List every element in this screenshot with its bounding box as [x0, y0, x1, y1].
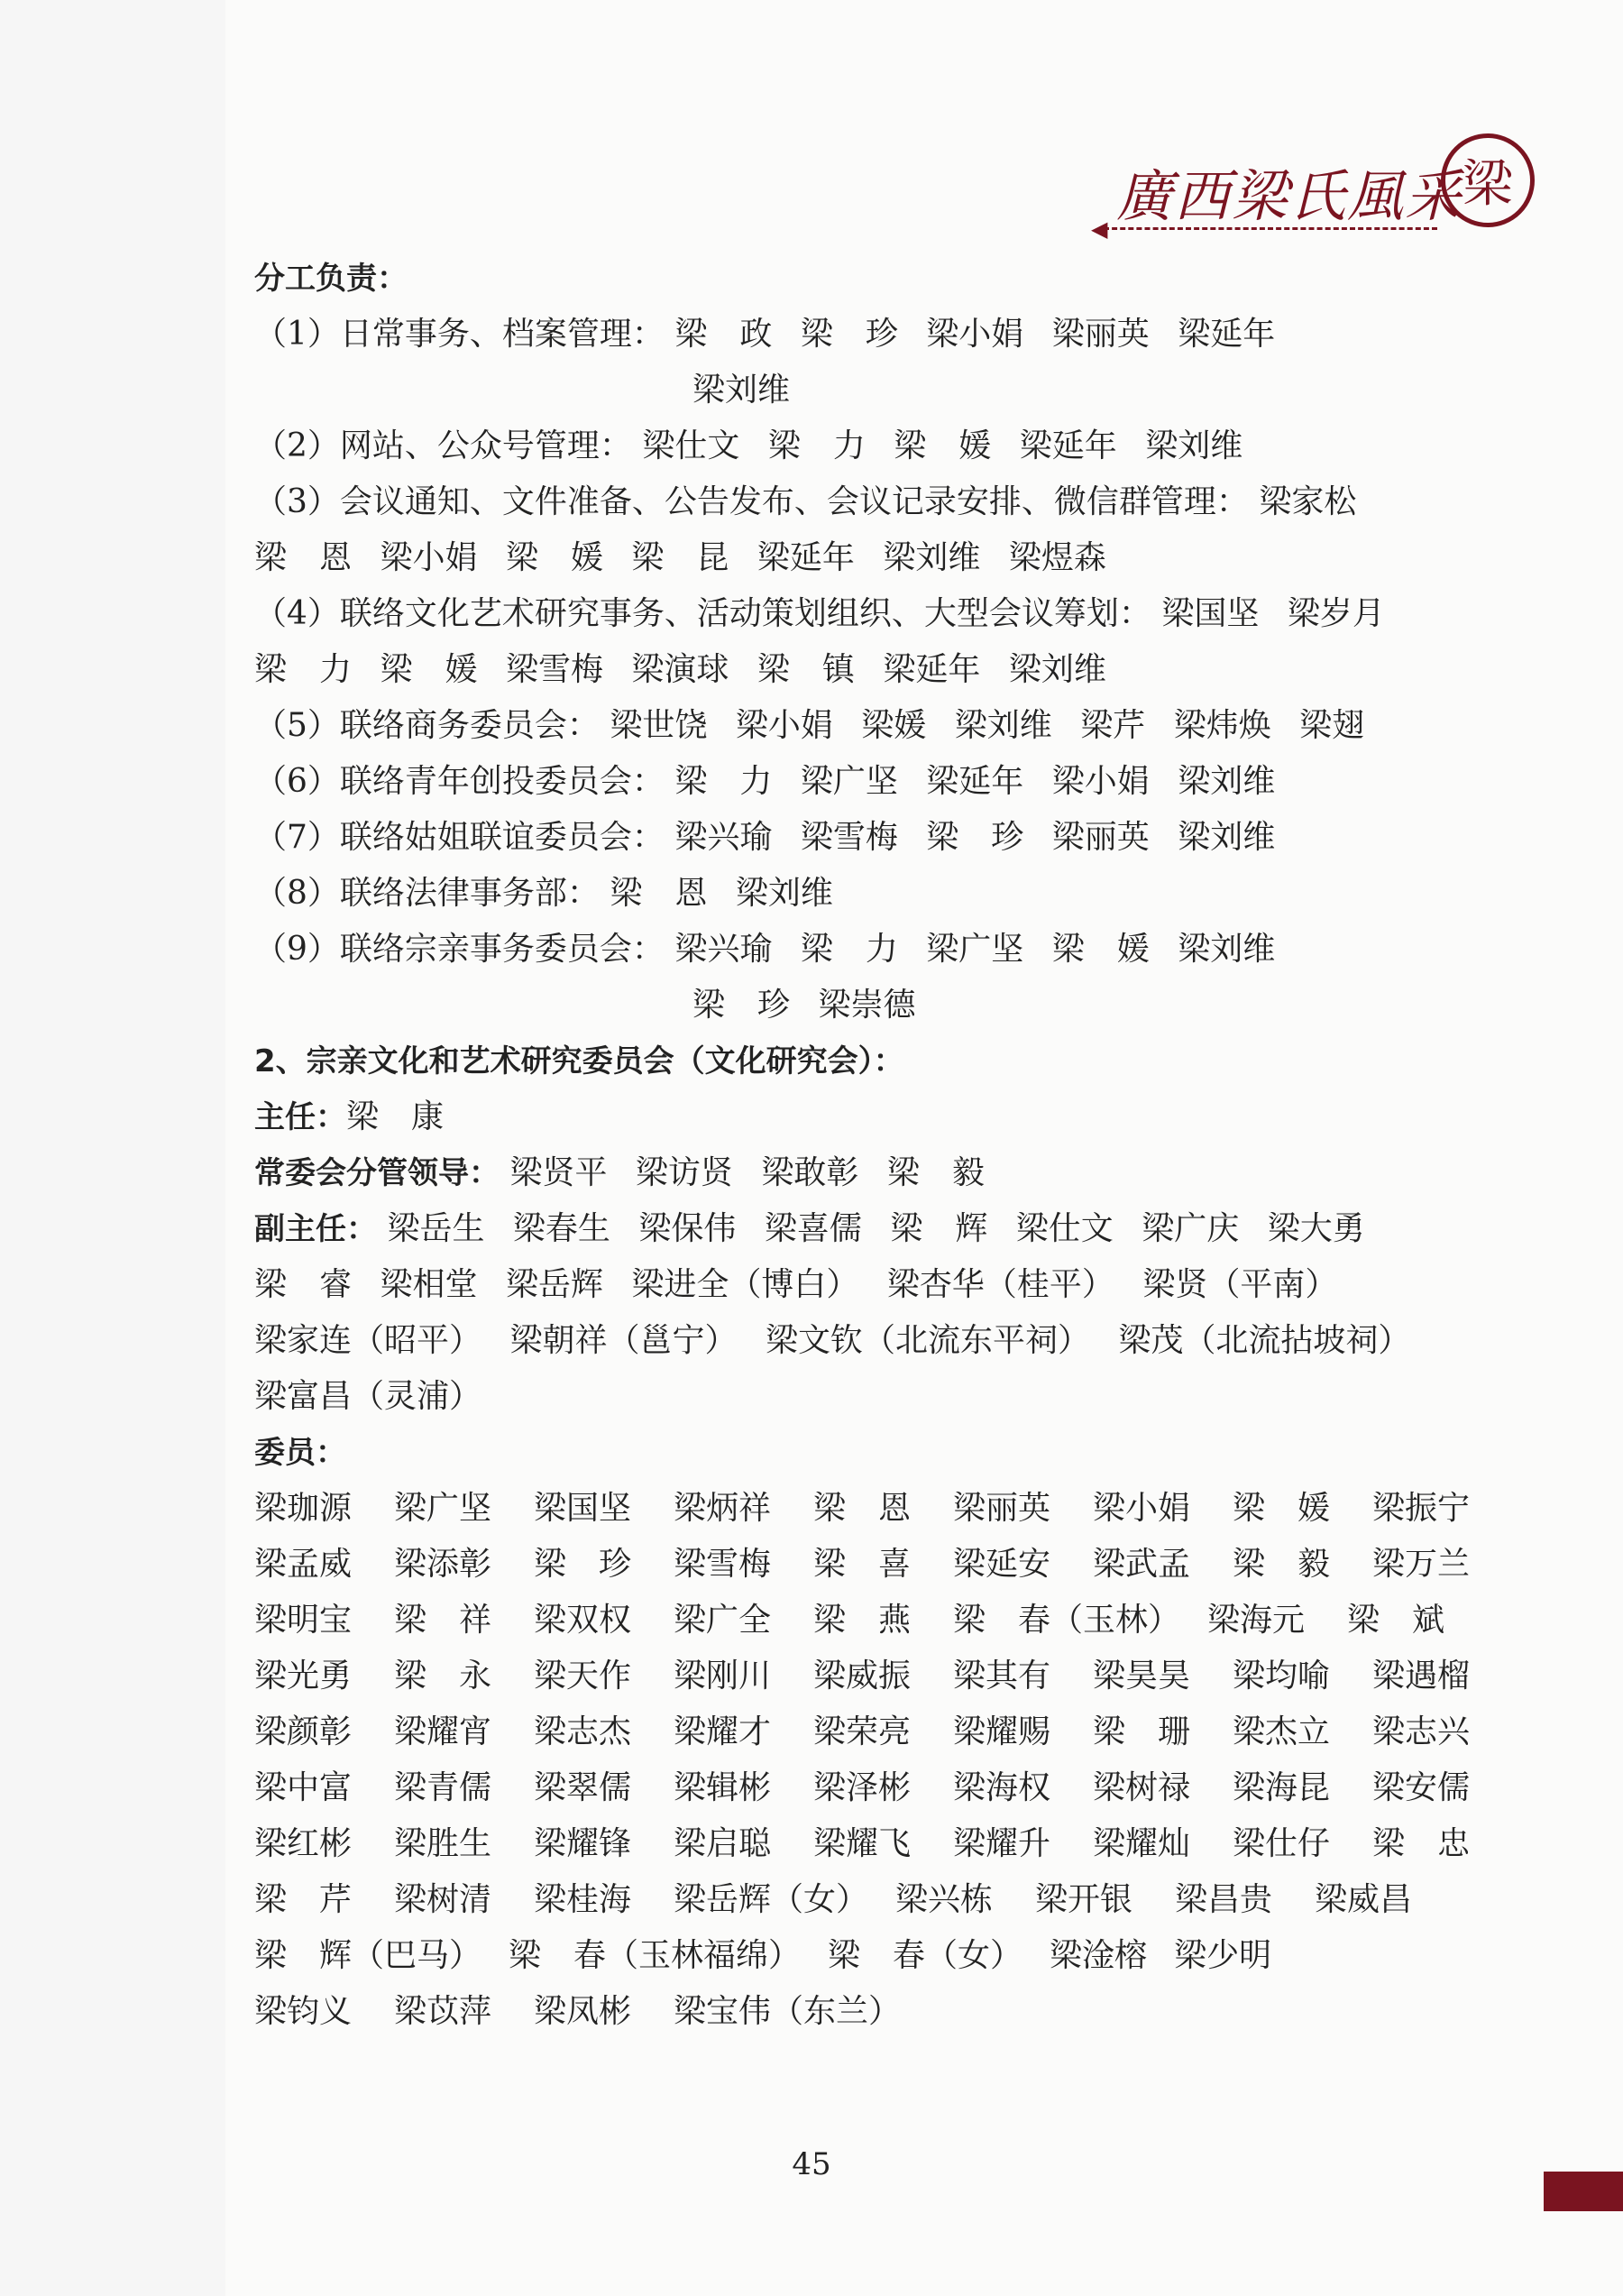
name: 梁刘维: [1008, 651, 1106, 688]
name: 梁 辉（巴马）: [254, 1937, 482, 1974]
name: 梁少明: [1174, 1937, 1272, 1974]
arrow-left-icon: ◀: [1091, 216, 1108, 242]
name: 梁广坚: [926, 931, 1024, 968]
name: 梁家松: [1259, 483, 1357, 520]
duty-label: （6）联络青年创投委员会：: [254, 763, 665, 800]
name: 梁 珊: [1093, 1713, 1191, 1750]
name: 梁树禄: [1093, 1769, 1191, 1806]
name: 梁保伟: [638, 1210, 737, 1247]
name: 梁 昆: [631, 539, 729, 576]
name: 梁煜森: [1008, 539, 1106, 576]
name: 梁耀赐: [953, 1713, 1051, 1750]
name: 梁均喻: [1233, 1658, 1331, 1694]
section-heading: 2、宗亲文化和艺术研究委员会（文化研究会）：: [254, 1043, 904, 1079]
name: 梁钧义: [254, 1993, 353, 2030]
name: 梁 力: [674, 763, 773, 800]
name: 梁岳辉: [505, 1266, 603, 1303]
duty-item-continuation: [254, 978, 1517, 1033]
deputy-line: [254, 1257, 1517, 1313]
name: 梁 春（玉林）: [953, 1602, 1181, 1639]
director-label: 主任：: [254, 1099, 346, 1135]
name: 梁其有: [953, 1658, 1051, 1694]
name: 梁志杰: [534, 1713, 632, 1750]
name: 梁万兰: [1372, 1546, 1471, 1583]
name: 梁小娟: [926, 316, 1024, 353]
name: 梁广庆: [1142, 1210, 1240, 1247]
name: 梁雪梅: [505, 651, 603, 688]
document-body: [254, 251, 1517, 2040]
name: 梁海权: [953, 1769, 1051, 1806]
name: 梁刘维: [883, 539, 981, 576]
duty-label: （3）会议通知、文件准备、公告发布、会议记录安排、微信群管理：: [254, 483, 1249, 520]
name: 梁耀飞: [813, 1825, 912, 1862]
name: 梁雪梅: [800, 819, 898, 856]
name: 梁明宝: [254, 1602, 353, 1639]
name: 梁 珍: [800, 316, 898, 353]
name: 梁广坚: [800, 763, 898, 800]
name: 梁泽彬: [813, 1769, 912, 1806]
member-row: [254, 1704, 1517, 1760]
name: 梁 斌: [1347, 1602, 1445, 1639]
name: 梁小娟: [735, 707, 833, 744]
name: 梁贤平: [509, 1154, 608, 1191]
name: 梁威振: [813, 1658, 912, 1694]
name: 梁胜生: [394, 1825, 492, 1862]
name: 梁天作: [534, 1658, 632, 1694]
name: 梁国坚: [1161, 595, 1260, 632]
name: 梁光勇: [254, 1658, 353, 1694]
name: 梁刘维: [1145, 427, 1243, 464]
name: 梁相堂: [380, 1266, 478, 1303]
name: 梁丽英: [953, 1490, 1051, 1527]
page-tab-marker: [1544, 2172, 1623, 2211]
member-row: [254, 1872, 1517, 1928]
name: 梁珈源: [254, 1490, 353, 1527]
duty-label: （1）日常事务、档案管理：: [254, 316, 665, 353]
name: 梁茂（北流拈坡祠）: [1118, 1322, 1411, 1359]
member-row: [254, 1537, 1517, 1593]
member-row: [254, 1984, 1517, 2040]
name: 梁延安: [953, 1546, 1051, 1583]
name: 梁访贤: [635, 1154, 733, 1191]
name: 梁安儒: [1372, 1769, 1471, 1806]
name: 梁 媛: [1233, 1490, 1331, 1527]
name: 梁 恩: [610, 875, 708, 912]
duty-label: （8）联络法律事务部：: [254, 875, 600, 912]
name: 梁杏华（桂平）: [886, 1266, 1114, 1303]
name: 梁振宁: [1372, 1490, 1471, 1527]
name: 梁 媛: [894, 427, 992, 464]
name: 梁 珍: [926, 819, 1024, 856]
name: 梁 珍: [692, 987, 791, 1024]
name: 梁文钦（北流东平祠）: [765, 1322, 1090, 1359]
member-row: [254, 1593, 1517, 1649]
duty-item: [254, 307, 1517, 363]
page-number: 45: [792, 2146, 831, 2182]
name: 梁雪梅: [674, 1546, 772, 1583]
duty-item: [254, 754, 1517, 810]
name: 梁桂海: [534, 1881, 632, 1918]
name: 梁 珍: [534, 1546, 632, 1583]
name: 梁 毅: [886, 1154, 985, 1191]
name: 梁孟威: [254, 1546, 353, 1583]
name: 梁芹: [1080, 707, 1146, 744]
name: 梁国坚: [534, 1490, 632, 1527]
member-row: [254, 1649, 1517, 1704]
name: 梁岳辉（女）: [674, 1881, 869, 1918]
members-label: 委员：: [254, 1435, 346, 1471]
name: 梁耀锋: [534, 1825, 632, 1862]
name: 梁世饶: [610, 707, 708, 744]
name: 梁 政: [674, 316, 773, 353]
member-row: [254, 1481, 1517, 1537]
name: 梁遇榴: [1372, 1658, 1471, 1694]
name: 梁兴栋: [895, 1881, 994, 1918]
section-heading: 分工负责：: [254, 261, 408, 297]
name: 梁延年: [883, 651, 981, 688]
name: 梁大勇: [1267, 1210, 1365, 1247]
name: 梁颜彰: [254, 1713, 353, 1750]
name: 梁凤彬: [534, 1993, 632, 2030]
name: 梁 毅: [1233, 1546, 1331, 1583]
name: 梁树清: [394, 1881, 492, 1918]
name: 梁青儒: [394, 1769, 492, 1806]
name: 梁 祥: [394, 1602, 492, 1639]
name: 梁仕仔: [1233, 1825, 1331, 1862]
name: 梁延年: [1019, 427, 1117, 464]
duty-item-continuation: [254, 642, 1517, 698]
name: 梁开银: [1035, 1881, 1133, 1918]
name: 梁 力: [800, 931, 898, 968]
name: 梁海昆: [1233, 1769, 1331, 1806]
name: 梁春生: [512, 1210, 610, 1247]
name: 梁 芹: [254, 1881, 353, 1918]
name: 梁杰立: [1233, 1713, 1331, 1750]
name: 梁炳祥: [674, 1490, 772, 1527]
page-header: [1091, 121, 1542, 247]
member-row: [254, 1760, 1517, 1816]
name: 梁 力: [767, 427, 866, 464]
name: 梁丽英: [1051, 819, 1150, 856]
name: 梁耀灿: [1093, 1825, 1191, 1862]
name: 梁仕文: [1015, 1210, 1114, 1247]
name: 梁喜儒: [764, 1210, 862, 1247]
deputy-line: [254, 1201, 1517, 1257]
name: 梁中富: [254, 1769, 353, 1806]
name: 梁荣亮: [813, 1713, 912, 1750]
name: 梁海元: [1207, 1602, 1306, 1639]
name: 梁演球: [631, 651, 729, 688]
name: 梁崇德: [818, 987, 916, 1024]
name: 梁进全（博白）: [631, 1266, 859, 1303]
name: 梁家连（昭平）: [254, 1322, 482, 1359]
deputy-line: [254, 1369, 1517, 1425]
duty-item: [254, 866, 1517, 922]
name: 梁启聪: [674, 1825, 772, 1862]
duty-item: [254, 474, 1517, 530]
name: 梁宝伟（东兰）: [674, 1993, 902, 2030]
name: 梁威昌: [1315, 1881, 1413, 1918]
name: 梁广坚: [394, 1490, 492, 1527]
name: 梁 春（玉林福绵）: [509, 1937, 802, 1974]
duty-label: （7）联络姑姐联谊委员会：: [254, 819, 665, 856]
name: 梁 媛: [1051, 931, 1150, 968]
name: 梁 春（女）: [828, 1937, 1023, 1974]
duty-item: [254, 698, 1517, 754]
name: 梁 恩: [813, 1490, 912, 1527]
name: 梁兴瑜: [674, 931, 773, 968]
name: 梁小娟: [380, 539, 478, 576]
name: 梁刘维: [1178, 819, 1276, 856]
member-row: [254, 1928, 1517, 1984]
name: 梁翅: [1299, 707, 1365, 744]
name: 梁延年: [1178, 316, 1276, 353]
leaders-line: [254, 1145, 1517, 1201]
name: 梁朝祥（邕宁）: [509, 1322, 738, 1359]
name: 梁 睿: [254, 1266, 353, 1303]
name: 梁双权: [534, 1602, 632, 1639]
duty-item-continuation: [254, 363, 1517, 418]
duty-item: [254, 922, 1517, 978]
header-dashed-rule: [1104, 227, 1437, 230]
name: 梁耀升: [953, 1825, 1051, 1862]
name: 梁 辉: [890, 1210, 988, 1247]
name: 梁 喜: [813, 1546, 912, 1583]
deputy-label: 副主任：: [254, 1211, 377, 1247]
name: 梁刘维: [735, 875, 833, 912]
name: 梁刘维: [1178, 763, 1276, 800]
name: 梁富昌（灵浦）: [254, 1378, 482, 1415]
duty-label: （4）联络文化艺术研究事务、活动策划组织、大型会议筹划：: [254, 595, 1151, 632]
name: 梁媛: [861, 707, 927, 744]
duty-label: （9）联络宗亲事务委员会：: [254, 931, 665, 968]
name: 梁刘维: [1178, 931, 1276, 968]
name: 梁丽英: [1051, 316, 1150, 353]
duty-label: （5）联络商务委员会：: [254, 707, 600, 744]
leaders-label: 常委会分管领导：: [254, 1155, 500, 1191]
name: 梁岳生: [387, 1210, 485, 1247]
left-gutter: [0, 0, 225, 2296]
member-row: [254, 1816, 1517, 1872]
seal-logo: [1441, 133, 1535, 227]
name: 梁刚川: [674, 1658, 772, 1694]
name: 梁翠儒: [534, 1769, 632, 1806]
deputy-line: [254, 1313, 1517, 1369]
name: 梁 镇: [756, 651, 855, 688]
duty-item: [254, 418, 1517, 474]
name: 梁小娟: [1051, 763, 1150, 800]
name: 梁兴瑜: [674, 819, 773, 856]
name: 梁刘维: [692, 372, 791, 409]
director-line: [254, 1089, 1517, 1145]
name: 梁广全: [674, 1602, 772, 1639]
name: 梁仕文: [642, 427, 740, 464]
name: 梁敢彰: [761, 1154, 859, 1191]
name: 梁贤（平南）: [1142, 1266, 1338, 1303]
seal-character: 梁: [1463, 155, 1513, 214]
name: 梁 忠: [1372, 1825, 1471, 1862]
name: 梁淦榕: [1050, 1937, 1148, 1974]
duty-item-continuation: [254, 530, 1517, 586]
name: 梁耀才: [674, 1713, 772, 1750]
name: 梁志兴: [1372, 1713, 1471, 1750]
name: 梁延年: [926, 763, 1024, 800]
name: 梁 力: [254, 651, 353, 688]
duty-label: （2）网站、公众号管理：: [254, 427, 632, 464]
name: 梁添彰: [394, 1546, 492, 1583]
name: 梁 永: [394, 1658, 492, 1694]
name: 梁武孟: [1093, 1546, 1191, 1583]
name: 梁辑彬: [674, 1769, 772, 1806]
name: 梁耀宵: [394, 1713, 492, 1750]
name: 梁红彬: [254, 1825, 353, 1862]
header-title: 廣西梁氏風采: [1116, 163, 1463, 229]
name: 梁刘维: [954, 707, 1052, 744]
name: 梁小娟: [1093, 1490, 1191, 1527]
name: 梁 媛: [505, 539, 603, 576]
name: 梁昌贵: [1175, 1881, 1273, 1918]
name: 梁昊昊: [1093, 1658, 1191, 1694]
name: 梁 媛: [380, 651, 478, 688]
name: 梁 康: [346, 1098, 445, 1135]
name: 梁 恩: [254, 539, 353, 576]
name: 梁炜焕: [1173, 707, 1271, 744]
name: 梁延年: [756, 539, 855, 576]
duty-item: [254, 810, 1517, 866]
duty-item: [254, 586, 1517, 642]
name: 梁 燕: [813, 1602, 912, 1639]
name: 梁苡萍: [394, 1993, 492, 2030]
name: 梁岁月: [1287, 595, 1385, 632]
